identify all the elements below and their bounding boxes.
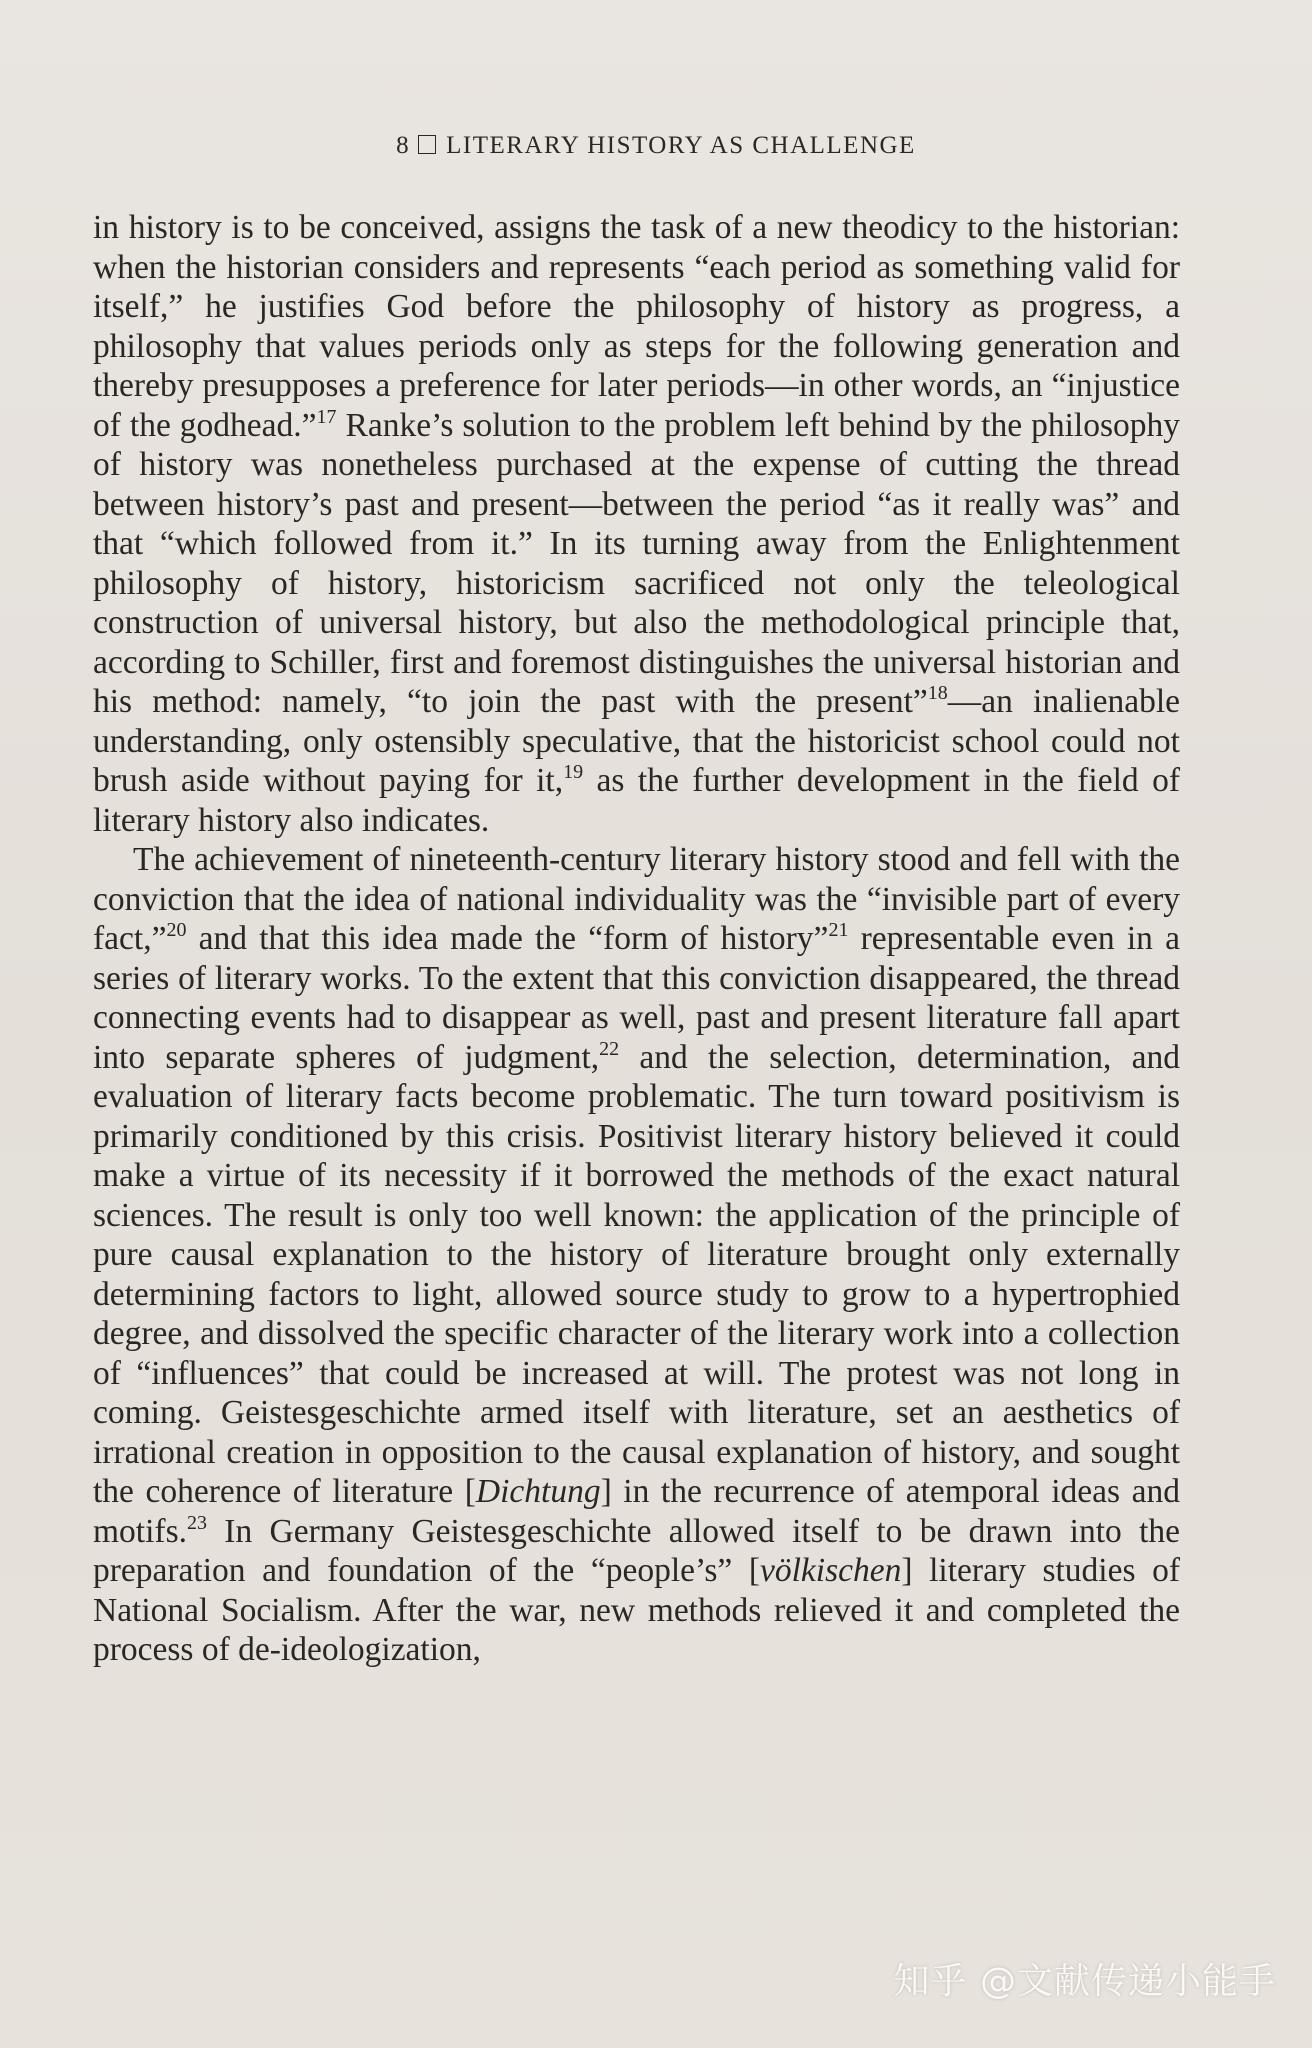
page-number: 8 [396, 132, 411, 159]
running-head [0, 132, 1312, 160]
footnote-ref-21: 21 [828, 919, 849, 941]
paragraph-2 [93, 840, 1180, 1670]
paragraph-1 [93, 208, 1180, 840]
text-segment: representable even in a series of literary works. To the extent that this conviction disappeared, the thread connecting events had to disappear as well, past and present literature fall apart into separate spheres of judgment, [93, 920, 1180, 1076]
footnote-ref-20: 20 [166, 919, 187, 941]
footnote-ref-22: 22 [599, 1037, 620, 1060]
footnote-ref-23: 23 [187, 1511, 207, 1534]
text-segment: The achievement of nineteenth-century literary history stood and fell with the conviction that the idea of national individuality was the “invisible part of every fact,” [93, 841, 1180, 957]
running-head-title: LITERARY HISTORY AS CHALLENGE [446, 132, 916, 159]
text-segment: —an inalienable understanding, only ostensibly speculative, that the historicist school could not brush aside without paying for it, [93, 683, 1180, 799]
text-segment: in history is to be conceived, assigns the task of a new theodicy to the historian: when the historian considers and represents “each period as something valid for itself,” he justifies God before the philosophy of history as progress, a philosophy that values periods only as steps for the following generation and thereby presupposes a preference for later periods—in other words, an “injustice of the godhead.” [93, 209, 1180, 444]
footnote-ref-19: 19 [563, 761, 584, 783]
text-segment: as the further development in the field of literary history also indicates. [93, 762, 1180, 839]
italic-term-volkischen: völkischen [759, 1552, 902, 1589]
text-segment: ] literary studies of National Socialism. After the war, new methods relieved it and completed the process of de-ideologization, [93, 1552, 1181, 1668]
text-segment: ] in the recurrence of atemporal ideas and motifs. [93, 1473, 1180, 1550]
body-text [93, 208, 1180, 1670]
text-segment: and that this idea made the “form of history” [186, 920, 829, 957]
text-segment: Ranke’s solution to the problem left behind by the philosophy of history was nonetheless purchased at the expense of cutting the thread between history’s past and present—between the period “as it really was” and that “which followed from it.” In its turning away from the Enlightenment philosophy of history, historicism sacrificed not only the teleological construction of universal history, but also the methodological principle that, according to Schiller, first and foremost distinguishes the universal historian and his method: namely, “to join the past with the present” [93, 406, 1180, 720]
footnote-ref-18: 18 [927, 682, 948, 704]
italic-term-dichtung: Dichtung [475, 1473, 601, 1510]
text-segment: In Germany Geistesgeschichte allowed itself to be drawn into the preparation and foundation of the “people’s” [ [93, 1512, 1180, 1589]
text-segment: and the selection, determination, and evaluation of literary facts become problematic. The turn toward positivism is primarily conditioned by this crisis. Positivist literary history believed it could make a virtue of its necessity if it borrowed the methods of the exact natural sciences. The result is only too well known: the application of the principle of pure causal explanation to the history of literature brought only externally determining factors to light, allowed source study to grow to a hypertrophied degree, and dissolved the specific character of the literary work into a collection of “influences” that could be increased at will. The protest was not long in coming. Geistesgeschichte armed itself with literature, set an aesthetics of irrational creation in opposition to the causal explanation of history, and sought the coherence of literature [ [93, 1038, 1180, 1510]
footnote-ref-17: 17 [316, 405, 337, 428]
watermark: 知乎 @文献传递小能手 [893, 1961, 1276, 2002]
box-ornament-icon [418, 135, 436, 154]
